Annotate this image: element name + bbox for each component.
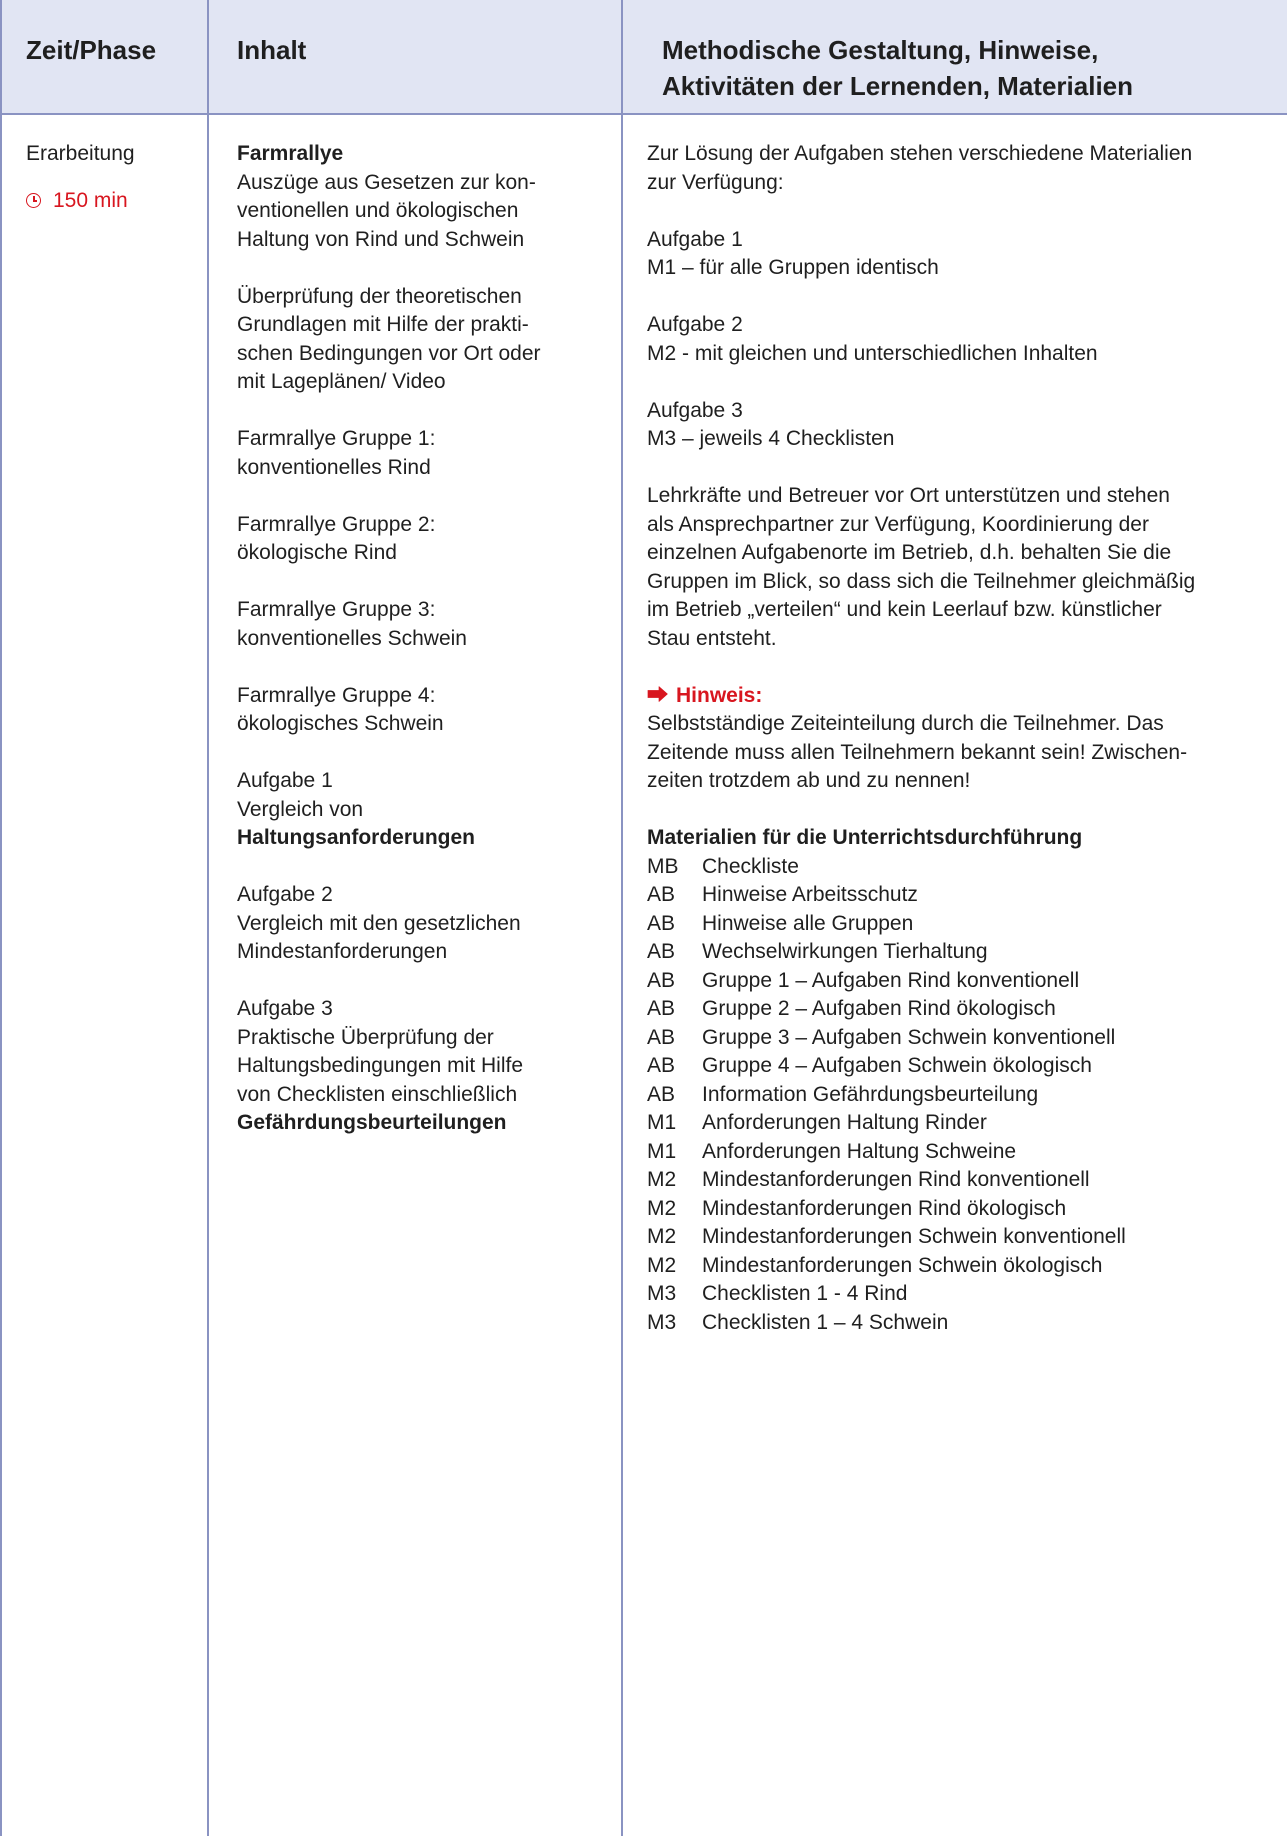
gruppe-desc: ökologische Rind [237, 541, 397, 564]
list-item [647, 1223, 1277, 1252]
hinweis-label: Hinweis: [676, 683, 763, 707]
gruppe-label: Farmrallye Gruppe 1: [237, 427, 436, 450]
material-text: Checklisten 1 - 4 Rind [702, 1282, 908, 1305]
list-item [647, 938, 1277, 967]
clock-icon [26, 193, 41, 208]
list-item [647, 853, 1277, 882]
text-line: im Betrieb „verteilen“ und kein Leerlauf bzw. künstlicher [647, 598, 1162, 621]
text-line: Überprüfung der theoretischen [237, 284, 522, 308]
list-item [647, 1195, 1277, 1224]
gruppe-desc: konventionelles Schwein [237, 626, 467, 650]
aufgabe-bold: Haltungsanforderungen [237, 826, 476, 849]
arrow-right-icon: ⮕ [647, 683, 668, 707]
aufgabe-label: Aufgabe 2 [237, 883, 333, 906]
list-item [647, 1024, 1277, 1053]
material-code: M3 [647, 1310, 677, 1334]
material-code: AB [647, 1025, 676, 1049]
aufgabe-block [647, 397, 1277, 454]
list-item [647, 1138, 1277, 1167]
text-line: schen Bedingungen vor Ort oder [237, 341, 541, 365]
material-text: Mindestanforderungen Schwein ökologisch [702, 1253, 1103, 1277]
aufgabe-label: Aufgabe 1 [237, 769, 333, 792]
list-item [647, 881, 1277, 910]
hinweis-block [647, 682, 1277, 796]
gruppe-block [237, 425, 607, 482]
text-line: Auszüge aus Gesetzen zur kon- [237, 170, 536, 194]
gruppe-block [237, 682, 607, 739]
material-code: M1 [647, 1111, 677, 1134]
material-text: Mindestanforderungen Rind ökologisch [702, 1196, 1067, 1220]
material-code: AB [647, 1054, 676, 1077]
text-line: zeiten trotzdem ab und zu nennen! [647, 769, 971, 792]
list-item [647, 1109, 1277, 1138]
support-block [647, 482, 1277, 653]
gruppe-desc: ökologisches Schwein [237, 712, 444, 735]
header-methodik-line1: Methodische Gestaltung, Hinweise, [662, 35, 1099, 65]
gruppe-label: Farmrallye Gruppe 2: [237, 512, 436, 536]
column-divider [621, 0, 623, 1836]
text-line: Lehrkräfte und Betreuer vor Ort unterstützen und stehen [647, 484, 1170, 507]
material-code: AB [647, 911, 676, 935]
text-line: Gruppen im Blick, so dass sich die Teilnehmer gleichmäßig [647, 569, 1196, 593]
intro-block [647, 140, 1277, 197]
text-line: Haltungsbedingungen mit Hilfe [237, 1054, 524, 1077]
material-code: AB [647, 1082, 676, 1106]
duration-value: 150 min [53, 188, 128, 212]
material-code: M3 [647, 1282, 677, 1305]
text-line: Vergleich mit den gesetzlichen [237, 911, 521, 935]
text-line: Vergleich von [237, 797, 364, 821]
aufgabe-block [647, 311, 1277, 368]
aufgabe-label: Aufgabe 1 [647, 227, 743, 251]
hinweis-title [647, 682, 1277, 711]
table-header [2, 0, 1287, 115]
text-line: Grundlagen mit Hilfe der prakti- [237, 313, 529, 336]
list-item [647, 910, 1277, 939]
list-item [647, 1052, 1277, 1081]
list-item [647, 1166, 1277, 1195]
text-line: von Checklisten einschließlich [237, 1082, 518, 1106]
text-line: Haltung von Rind und Schwein [237, 227, 525, 251]
list-item [647, 967, 1277, 996]
text-line: Praktische Überprüfung der [237, 1025, 494, 1049]
material-code: M2 [647, 1253, 677, 1277]
material-text: Checkliste [702, 854, 799, 878]
inhalt-title: Farmrallye [237, 142, 344, 165]
material-code: AB [647, 883, 676, 906]
text-line: Zeitende muss allen Teilnehmern bekannt sein! Zwischen- [647, 740, 1188, 764]
materialien-block [647, 824, 1277, 1337]
material-text: Checklisten 1 – 4 Schwein [702, 1310, 949, 1334]
materialien-title: Materialien für die Unterrichtsdurchführung [647, 826, 1083, 849]
material-text: Information Gefährdungsbeurteilung [702, 1082, 1039, 1106]
material-code: M2 [647, 1225, 677, 1248]
material-text: Gruppe 1 – Aufgaben Rind konventionell [702, 968, 1080, 992]
material-code: MB [647, 854, 679, 878]
header-zeit-phase: Zeit/Phase [26, 35, 157, 65]
material-text: Gruppe 3 – Aufgaben Schwein konventionell [702, 1025, 1116, 1049]
header-methodik-line2: Aktivitäten der Lernenden, Materialien [662, 71, 1134, 101]
aufgabe-block [647, 226, 1277, 283]
text-line: zur Verfügung: [647, 170, 784, 194]
list-item [647, 1309, 1277, 1338]
text-line: Mindestanforderungen [237, 940, 448, 963]
material-text: Mindestanforderungen Schwein konventionell [702, 1225, 1126, 1248]
phase-cell [26, 140, 196, 215]
aufgabe-label: Aufgabe 3 [647, 398, 743, 422]
material-text: Gruppe 2 – Aufgaben Rind ökologisch [702, 997, 1056, 1020]
material-text: Mindestanforderungen Rind konventionell [702, 1168, 1090, 1191]
material-code: M2 [647, 1168, 677, 1191]
aufgabe-text: M3 – jeweils 4 Checklisten [647, 427, 895, 450]
material-code: AB [647, 997, 676, 1020]
aufgabe-label: Aufgabe 3 [237, 997, 333, 1020]
header-inhalt: Inhalt [237, 35, 307, 65]
aufgabe-bold: Gefährdungsbeurteilungen [237, 1111, 507, 1134]
material-text: Hinweise alle Gruppen [702, 911, 914, 935]
check-block [237, 283, 607, 397]
text-line: als Ansprechpartner zur Verfügung, Koordinierung der [647, 512, 1149, 536]
gruppe-block [237, 596, 607, 653]
material-text: Hinweise Arbeitsschutz [702, 883, 918, 906]
material-text: Gruppe 4 – Aufgaben Schwein ökologisch [702, 1054, 1092, 1077]
methodik-cell [647, 140, 1277, 1337]
aufgabe-text: M2 - mit gleichen und unterschiedlichen Inhalten [647, 341, 1098, 365]
text-line: einzelnen Aufgabenorte im Betrieb, d.h. behalten Sie die [647, 541, 1172, 564]
aufgabe-text: M1 – für alle Gruppen identisch [647, 256, 939, 279]
phase-name: Erarbeitung [26, 142, 135, 165]
gruppe-label: Farmrallye Gruppe 3: [237, 598, 436, 621]
list-item [647, 1081, 1277, 1110]
list-item [647, 995, 1277, 1024]
text-line: Zur Lösung der Aufgaben stehen verschiedene Materialien [647, 142, 1193, 165]
inhalt-cell [237, 140, 607, 1138]
material-code: M1 [647, 1139, 677, 1163]
aufgabe2-block [237, 881, 607, 967]
text-line: Selbstständige Zeiteinteilung durch die Teilnehmer. Das [647, 712, 1164, 735]
material-text: Wechselwirkungen Tierhaltung [702, 940, 988, 963]
header-methodik [662, 32, 1133, 104]
material-code: M2 [647, 1196, 677, 1220]
aufgabe1-block [237, 767, 607, 853]
aufgabe-label: Aufgabe 2 [647, 313, 743, 336]
text-line: mit Lageplänen/ Video [237, 370, 446, 393]
gruppe-desc: konventionelles Rind [237, 455, 431, 479]
column-divider [207, 0, 209, 1836]
text-line: Stau entsteht. [647, 626, 777, 650]
text-line: ventionellen und ökologischen [237, 199, 519, 222]
material-code: AB [647, 968, 676, 992]
aufgabe3-block [237, 995, 607, 1138]
material-text: Anforderungen Haltung Schweine [702, 1139, 1017, 1163]
farmrallye-block [237, 140, 607, 254]
list-item [647, 1252, 1277, 1281]
material-code: AB [647, 940, 676, 963]
list-item [647, 1280, 1277, 1309]
gruppe-block [237, 511, 607, 568]
material-text: Anforderungen Haltung Rinder [702, 1111, 987, 1134]
phase-duration [26, 187, 196, 216]
gruppe-label: Farmrallye Gruppe 4: [237, 683, 436, 707]
